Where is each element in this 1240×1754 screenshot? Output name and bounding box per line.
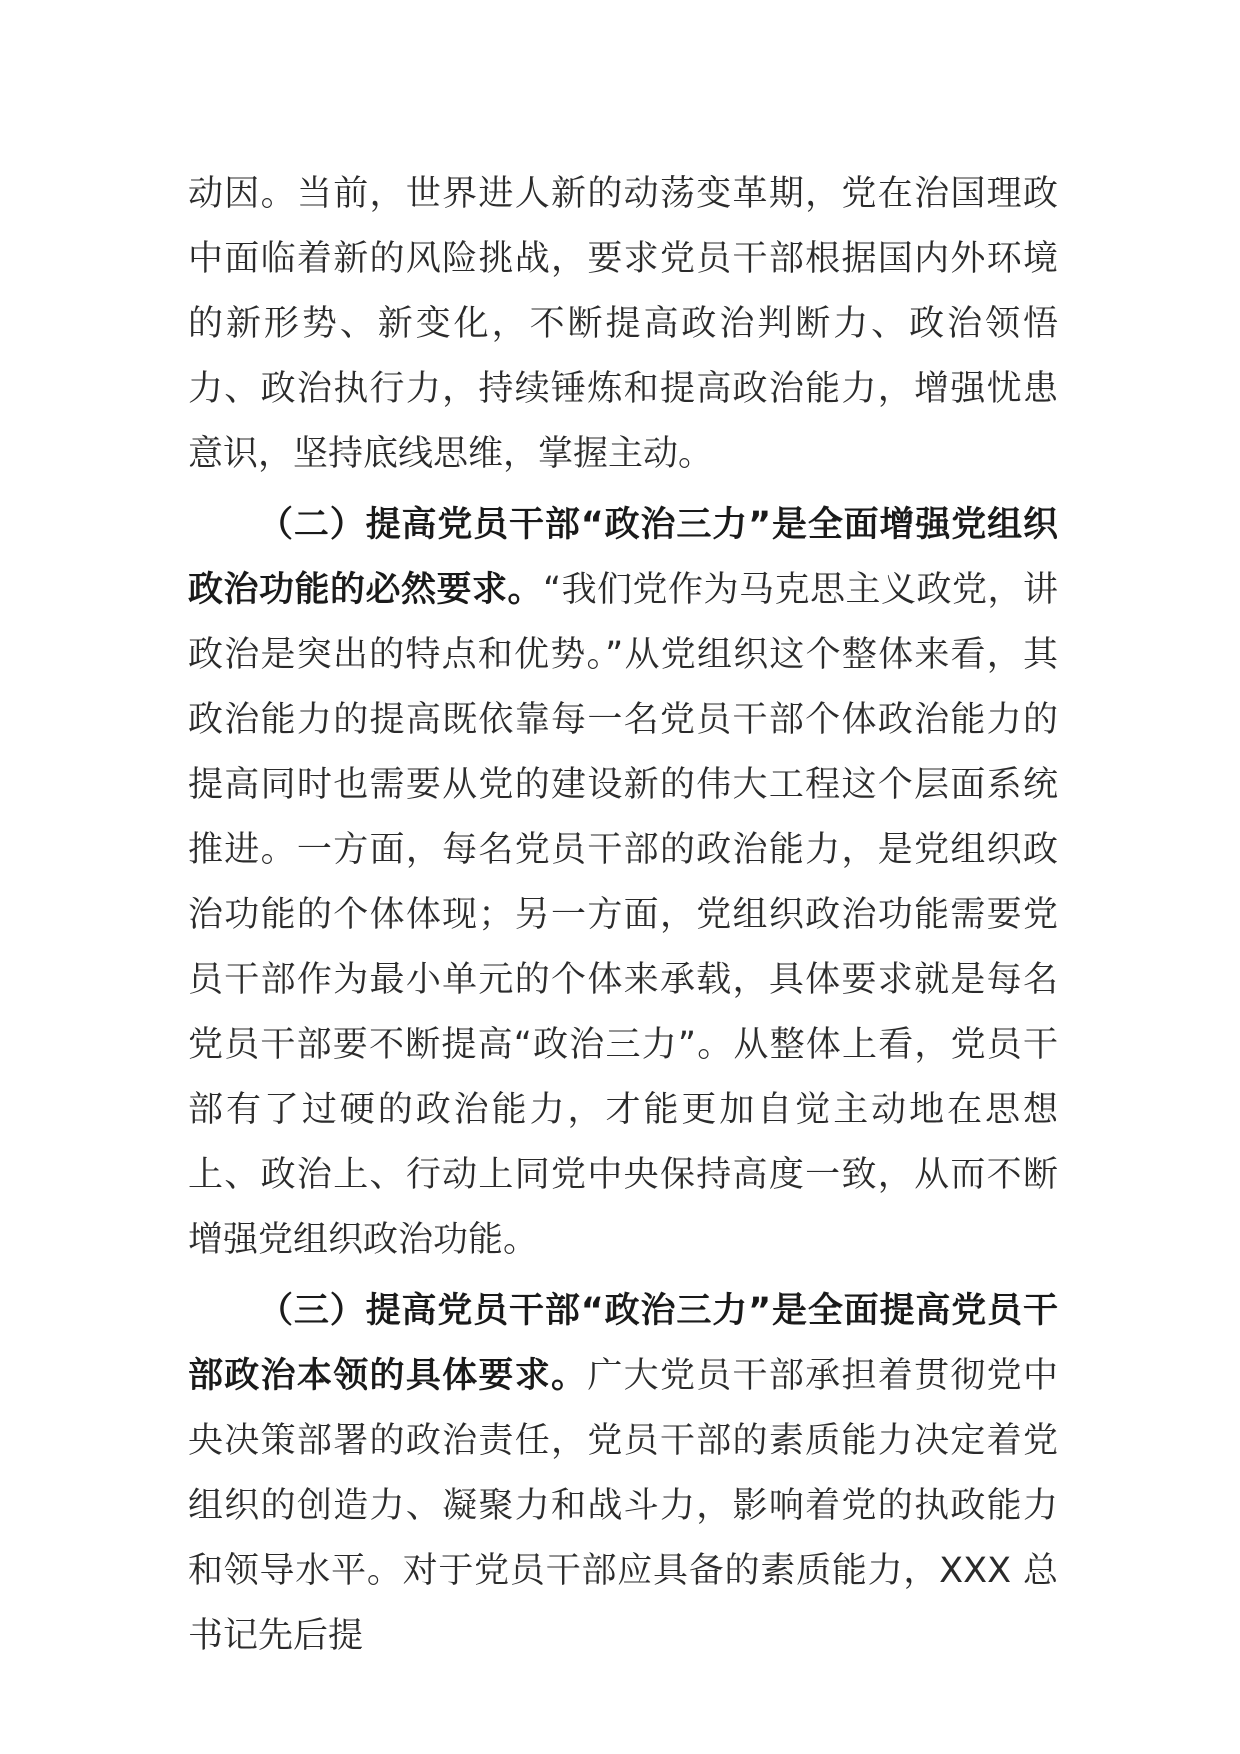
paragraph-3-text: 广大党员干部承担着贯彻党中央决策部署的政治责任，党员干部的素质能力决定着党组织的创造力、凝聚力和战斗力，影响着党的执政能力和领导水平。对于党员干部应具备的素质能力，XXX 总书记先后提 <box>188 1356 1058 1656</box>
paragraph-1-text: 动因。当前，世界进人新的动荡变革期，党在治国理政中面临着新的风险挑战，要求党员干部根据国内外环境的新形势、新变化，不断提高政治判断力、政治领悟力、政治执行力，持续锤炼和提高政治能力，增强忧患意识，坚持底线思维，掌握主动。 <box>188 174 1058 474</box>
paragraph-3-heading: （三）提高党员干部“政治三力”是全面提高党员干部政治本领的具体要求。 <box>188 1291 1058 1396</box>
paragraph-2-text: “我们党作为马克思主义政党，讲政治是突出的特点和优势。”从党组织这个整体来看，其政治能力的提高既依靠每一名党员干部个体政治能力的提高同时也需要从党的建设新的伟大工程这个层面系统推进。一方面，每名党员干部的政治能力，是党组织政治功能的个体体现；另一方面，党组织政治功能需要党员干部作为最小单元的个体来承载，具体要求就是每名党员干部要不断提高“政治三力”。从整体上看，党员干部有了过硬的政治能力，才能更加自觉主动地在思想上、政治上、行动上同党中央保持高度一致，从而不断增强党组织政治功能。 <box>188 570 1058 1260</box>
paragraph-2-heading: （二）提高党员干部“政治三力”是全面增强党组织政治功能的必然要求。 <box>188 505 1058 610</box>
paragraph-2 <box>188 493 1058 1273</box>
paragraph-1 <box>188 162 1058 487</box>
paragraph-3 <box>188 1279 1058 1669</box>
document-body <box>188 162 1058 1669</box>
